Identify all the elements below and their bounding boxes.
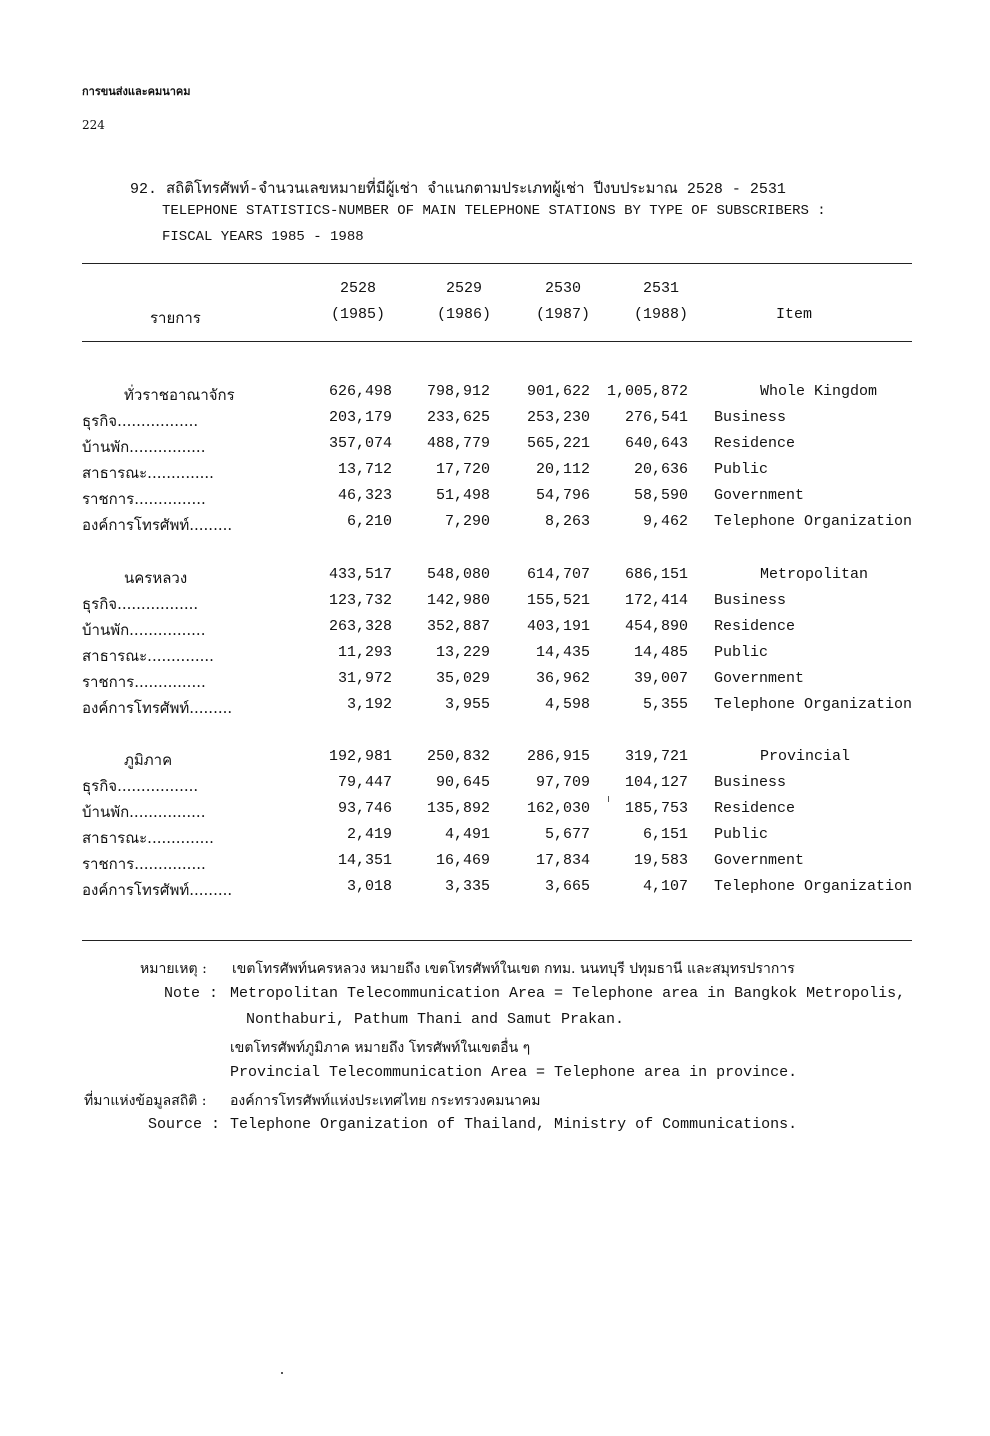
row-label-thai: ธุรกิจ................. xyxy=(82,595,199,613)
table-cell: 4,491 xyxy=(444,826,490,843)
row-label-thai: ธุรกิจ................. xyxy=(82,412,199,430)
row-label-english: Public xyxy=(714,644,769,661)
source-english: Telephone Organization of Thailand, Ministry of Communications. xyxy=(230,1116,798,1133)
note-english-label: Note : xyxy=(164,985,219,1002)
table-cell: 3,192 xyxy=(346,696,392,713)
row-label-thai: องค์การโทรศัพท์......... xyxy=(82,699,233,717)
table-cell: 357,074 xyxy=(328,435,392,452)
table-cell: 172,414 xyxy=(624,592,688,609)
table-cell: 13,712 xyxy=(337,461,392,478)
table-cell: 17,834 xyxy=(535,852,590,869)
group-total-cell: 192,981 xyxy=(328,748,392,765)
row-label-thai: สาธารณะ.............. xyxy=(82,829,214,847)
table-cell: 90,645 xyxy=(435,774,490,791)
header-year-be: 2531 xyxy=(642,280,679,297)
row-label-english: Telephone Organization xyxy=(714,696,913,713)
table-cell: 233,625 xyxy=(426,409,490,426)
table-cell: 3,955 xyxy=(444,696,490,713)
header-year-ce: (1988) xyxy=(633,306,688,323)
row-label-english: Residence xyxy=(714,800,796,817)
row-label-thai: องค์การโทรศัพท์......... xyxy=(82,881,233,899)
table-cell: 203,179 xyxy=(328,409,392,426)
table-cell: 123,732 xyxy=(328,592,392,609)
table-cell: 13,229 xyxy=(435,644,490,661)
table-cell: 19,583 xyxy=(633,852,688,869)
table-cell: 9,462 xyxy=(642,513,688,530)
table-cell: 51,498 xyxy=(435,487,490,504)
table-cell: 5,355 xyxy=(642,696,688,713)
table-cell: 185,753 xyxy=(624,800,688,817)
row-label-english: Public xyxy=(714,826,769,843)
table-bottom-rule xyxy=(82,940,912,941)
group-total-cell: 901,622 xyxy=(526,383,590,400)
table-title-english-years: FISCAL YEARS 1985 - 1988 xyxy=(162,229,364,245)
table-cell: 565,221 xyxy=(526,435,590,452)
row-label-thai: ราชการ............... xyxy=(82,490,206,508)
row-label-english: Public xyxy=(714,461,769,478)
row-label-english: Business xyxy=(714,774,787,791)
table-cell: 352,887 xyxy=(426,618,490,635)
table-header-rule xyxy=(82,341,912,342)
table-cell: 17,720 xyxy=(435,461,490,478)
header-year-ce: (1987) xyxy=(535,306,590,323)
table-cell: 3,018 xyxy=(346,878,392,895)
group-label-english: Metropolitan xyxy=(760,566,869,583)
group-total-cell: 626,498 xyxy=(328,383,392,400)
scan-speck xyxy=(281,1372,283,1374)
scan-speck xyxy=(608,796,609,802)
group-total-cell: 614,707 xyxy=(526,566,590,583)
table-cell: 14,435 xyxy=(535,644,590,661)
row-label-english: Business xyxy=(714,409,787,426)
table-cell: 11,293 xyxy=(337,644,392,661)
table-cell: 97,709 xyxy=(535,774,590,791)
row-label-english: Government xyxy=(714,670,805,687)
table-cell: 58,590 xyxy=(633,487,688,504)
header-year-be: 2528 xyxy=(339,280,376,297)
row-label-english: Telephone Organization xyxy=(714,513,913,530)
note-thai-label: หมายเหตุ : xyxy=(140,961,207,977)
table-title-thai: 92. สถิติโทรศัพท์-จำนวนเลขหมายที่มีผู้เช่า จำแนกตามประเภทผู้เช่า ปีงบประมาณ 2528 - 2531 xyxy=(130,181,786,198)
row-label-thai: บ้านพัก................ xyxy=(82,621,206,639)
note-english-line: Provincial Telecommunication Area = Telephone area in province. xyxy=(230,1064,798,1081)
table-cell: 35,029 xyxy=(435,670,490,687)
table-cell: 54,796 xyxy=(535,487,590,504)
table-cell: 8,263 xyxy=(544,513,590,530)
group-label-english: Provincial xyxy=(760,748,851,765)
row-label-english: Telephone Organization xyxy=(714,878,913,895)
group-total-cell: 1,005,872 xyxy=(606,383,688,400)
running-header: การขนส่งและคมนาคม xyxy=(82,85,191,98)
header-year-be: 2529 xyxy=(445,280,482,297)
table-cell: 276,541 xyxy=(624,409,688,426)
row-label-english: Business xyxy=(714,592,787,609)
group-label-thai: ภูมิภาค xyxy=(124,751,173,769)
table-top-rule xyxy=(82,263,912,264)
group-total-cell: 433,517 xyxy=(328,566,392,583)
table-cell: 403,191 xyxy=(526,618,590,635)
row-label-thai: ราชการ............... xyxy=(82,673,206,691)
table-cell: 3,665 xyxy=(544,878,590,895)
note-thai-line: เขตโทรศัพท์ภูมิภาค หมายถึง โทรศัพท์ในเขตอื่น ๆ xyxy=(230,1040,531,1056)
table-cell: 20,636 xyxy=(633,461,688,478)
row-label-thai: บ้านพัก................ xyxy=(82,438,206,456)
table-cell: 39,007 xyxy=(633,670,688,687)
table-cell: 6,151 xyxy=(642,826,688,843)
row-label-thai: บ้านพัก................ xyxy=(82,803,206,821)
group-total-cell: 548,080 xyxy=(426,566,490,583)
row-label-english: Government xyxy=(714,487,805,504)
row-label-thai: สาธารณะ.............. xyxy=(82,464,214,482)
header-year-ce: (1985) xyxy=(330,306,385,323)
note-thai-line: เขตโทรศัพท์นครหลวง หมายถึง เขตโทรศัพท์ในเขต กทม. นนทบุรี ปทุมธานี และสมุทรปราการ xyxy=(232,961,795,977)
source-thai: องค์การโทรศัพท์แห่งประเทศไทย กระทรวงคมนาคม xyxy=(230,1093,541,1109)
table-cell: 5,677 xyxy=(544,826,590,843)
group-total-cell: 250,832 xyxy=(426,748,490,765)
table-cell: 640,643 xyxy=(624,435,688,452)
header-year-ce: (1986) xyxy=(436,306,491,323)
row-label-thai: ราชการ............... xyxy=(82,855,206,873)
note-english-line: Metropolitan Telecommunication Area = Telephone area in Bangkok Metropolis, xyxy=(230,985,906,1002)
row-label-english: Government xyxy=(714,852,805,869)
table-cell: 20,112 xyxy=(535,461,590,478)
row-label-thai: องค์การโทรศัพท์......... xyxy=(82,516,233,534)
table-cell: 253,230 xyxy=(526,409,590,426)
page-number: 224 xyxy=(82,118,105,132)
row-label-thai: สาธารณะ.............. xyxy=(82,647,214,665)
table-cell: 14,485 xyxy=(633,644,688,661)
table-cell: 454,890 xyxy=(624,618,688,635)
header-item-thai: รายการ xyxy=(150,309,201,327)
table-cell: 135,892 xyxy=(426,800,490,817)
table-cell: 36,962 xyxy=(535,670,590,687)
table-cell: 2,419 xyxy=(346,826,392,843)
table-cell: 142,980 xyxy=(426,592,490,609)
table-cell: 7,290 xyxy=(444,513,490,530)
source-thai-label: ที่มาแห่งข้อมูลสถิติ : xyxy=(84,1093,207,1109)
group-label-thai: นครหลวง xyxy=(124,569,188,587)
group-total-cell: 686,151 xyxy=(624,566,688,583)
table-cell: 263,328 xyxy=(328,618,392,635)
header-item-english: Item xyxy=(776,306,813,323)
table-cell: 93,746 xyxy=(337,800,392,817)
group-total-cell: 286,915 xyxy=(526,748,590,765)
source-english-label: Source : xyxy=(148,1116,221,1133)
row-label-english: Residence xyxy=(714,435,796,452)
group-total-cell: 798,912 xyxy=(426,383,490,400)
note-english-line: Nonthaburi, Pathum Thani and Samut Prakan. xyxy=(246,1011,625,1028)
table-title-english: TELEPHONE STATISTICS-NUMBER OF MAIN TELEPHONE STATIONS BY TYPE OF SUBSCRIBERS : xyxy=(162,203,826,219)
table-cell: 16,469 xyxy=(435,852,490,869)
table-cell: 3,335 xyxy=(444,878,490,895)
group-label-thai: ทั่วราชอาณาจักร xyxy=(124,386,235,404)
row-label-english: Residence xyxy=(714,618,796,635)
table-cell: 31,972 xyxy=(337,670,392,687)
table-cell: 104,127 xyxy=(624,774,688,791)
table-cell: 4,107 xyxy=(642,878,688,895)
table-cell: 162,030 xyxy=(526,800,590,817)
table-cell: 14,351 xyxy=(337,852,392,869)
table-cell: 46,323 xyxy=(337,487,392,504)
row-label-thai: ธุรกิจ................. xyxy=(82,777,199,795)
table-cell: 79,447 xyxy=(337,774,392,791)
table-cell: 155,521 xyxy=(526,592,590,609)
header-year-be: 2530 xyxy=(544,280,581,297)
table-cell: 6,210 xyxy=(346,513,392,530)
group-total-cell: 319,721 xyxy=(624,748,688,765)
table-cell: 4,598 xyxy=(544,696,590,713)
group-label-english: Whole Kingdom xyxy=(760,383,878,400)
table-cell: 488,779 xyxy=(426,435,490,452)
